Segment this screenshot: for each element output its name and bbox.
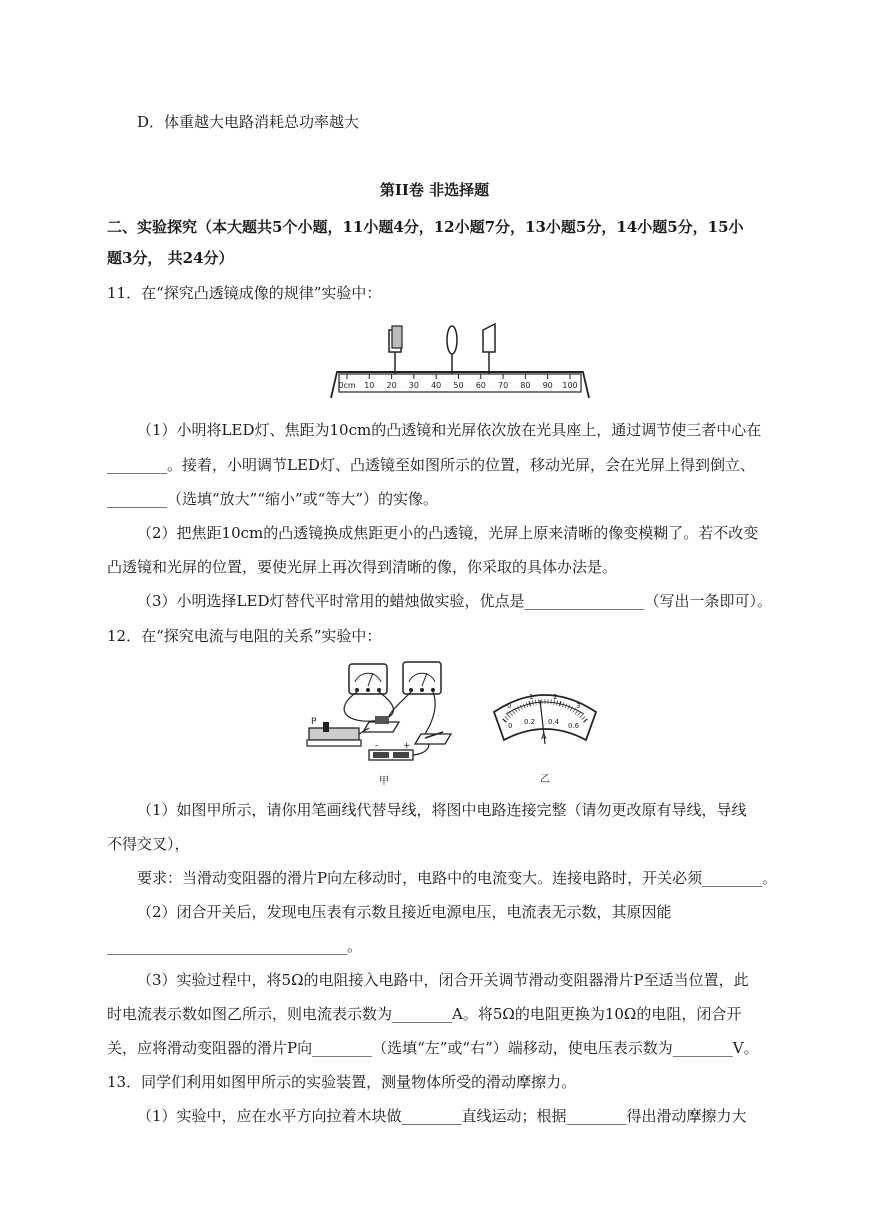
fig-yi-label: 乙 [540, 774, 550, 785]
bench-tick-label: 20 [386, 381, 397, 390]
bench-tick-label: 30 [408, 381, 419, 390]
bench-tick-label: 10 [364, 381, 375, 390]
q12-p1-line2: 不得交叉）， [107, 835, 190, 853]
q11-p1-line2: ________。接着，小明调节LED灯、凸透镜至如图所示的位置，移动光屏，会在光屏上得到倒立、 [107, 456, 755, 474]
bench-tick-label: 70 [498, 381, 509, 390]
q11-stem: 11．在“探究凸透镜成像的规律”实验中： [107, 284, 382, 302]
q11-p2-line2: 凸透镜和光屏的位置，要使光屏上再次得到清晰的像，你采取的具体办法是。 [107, 558, 618, 576]
light-screen [483, 324, 495, 352]
slider-p-label: P [311, 717, 317, 727]
bench-tick-label: 60 [475, 381, 486, 390]
scale-bottom-2: 0.4 [548, 718, 560, 726]
q11-p3-line1: （3）小明选择LED灯替代平时常用的蜡烛做实验，优点是________________（写出一条即可）。 [137, 592, 772, 610]
q13-p1-line1: （1）实验中，应在水平方向拉着木块做________直线运动；根据________得出滑动摩擦力大 [137, 1107, 747, 1125]
bench-tick-label: 50 [453, 381, 464, 390]
bench-tick-label: 90 [542, 381, 553, 390]
q12-p1-line3: 要求：当滑动变阻器的滑片P向左移动时，电路中的电流变大。连接电路时，开关必须________。 [137, 869, 778, 887]
bench-tick-label: 40 [431, 381, 442, 390]
circuit-figure [303, 658, 463, 788]
q11-p1-line1: （1）小明将LED灯、焦距为10cm的凸透镜和光屏依次放在光具座上，通过调节使三者中心在 [137, 421, 762, 439]
optical-bench-figure [325, 318, 595, 404]
section-title: 第II卷 非选择题 [379, 181, 490, 199]
scale-bottom-1: 0.2 [524, 718, 536, 726]
section2-heading-line1: 二、实验探究（本大题共5个小题，11小题4分，12小题7分，13小题5分，14小题5分，15小 [107, 218, 744, 236]
scale-top-0: 0 [507, 702, 512, 710]
bench-tick-label: 0cm [338, 381, 356, 390]
meter-unit-label: A [541, 732, 547, 741]
scale-bottom-3: 0.6 [568, 722, 580, 730]
q11-p1-line3: ________（选填“放大”“缩小”或“等大”）的实像。 [107, 490, 439, 508]
svg-text:+: + [403, 741, 411, 751]
scale-top-1: 1 [529, 693, 534, 701]
q12-p2-line2: ________________________________。 [107, 937, 363, 955]
svg-text:-: - [375, 741, 379, 751]
option-d: D．体重越大电路消耗总功率越大 [137, 113, 360, 131]
q12-p2-line1: （2）闭合开关后，发现电压表有示数且接近电源电压，电流表无示数，其原因能 [137, 903, 672, 921]
q11-p2-line1: （2）把焦距10cm的凸透镜换成焦距更小的凸透镜，光屏上原来清晰的像变模糊了。若不改变 [137, 524, 759, 542]
q12-p1-line1: （1）如图甲所示，请你用笔画线代替导线，将图中电路连接完整（请勿更改原有导线，导线 [137, 801, 747, 819]
q12-stem: 12．在“探究电流与电阻的关系”实验中： [107, 627, 382, 645]
bench-tick-label: 100 [562, 381, 578, 390]
q12-p3-line1: （3）实验过程中，将5Ω的电阻接入电路中，闭合开关调节滑动变阻器滑片P至适当位置，此 [137, 971, 749, 989]
q12-p3-line3: 关，应将滑动变阻器的滑片P向________（选填“左”或“右”）端移动，使电压表示数为________V。 [107, 1039, 759, 1057]
scale-top-2: 2 [553, 693, 558, 701]
bench-tick-label: 80 [520, 381, 531, 390]
fig-jia-label: 甲 [379, 776, 389, 787]
scale-top-3: 3 [576, 702, 581, 710]
rheostat [309, 728, 359, 740]
q12-p3-line2: 时电流表示数如图乙所示，则电流表示数为________A。将5Ω的电阻更换为10Ω的电阻，闭合开 [107, 1005, 742, 1023]
section2-heading-line2: 题3分， 共24分） [107, 249, 234, 267]
scale-bottom-0: 0 [508, 722, 513, 730]
ammeter-dial-figure [490, 682, 600, 786]
q13-stem: 13．同学们利用如图甲所示的实验装置，测量物体所受的滑动摩擦力。 [107, 1073, 577, 1091]
convex-lens [447, 326, 457, 354]
